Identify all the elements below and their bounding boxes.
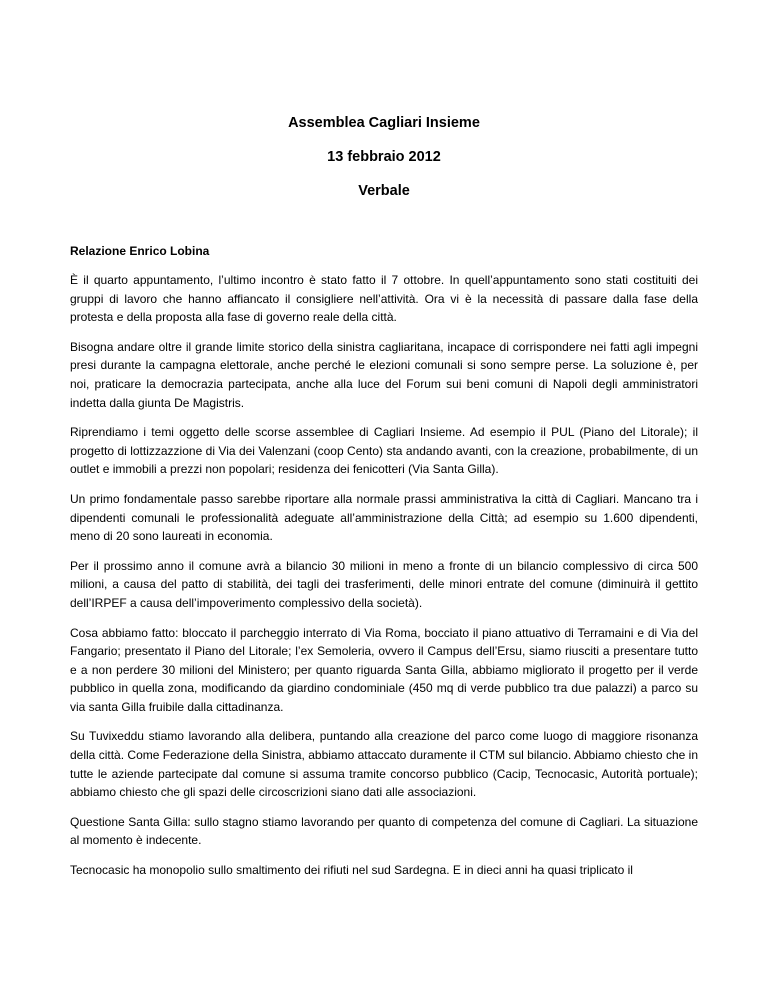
paragraph-2: Bisogna andare oltre il grande limite storico della sinistra cagliaritana, incapace di corrispondere nei fatti agli impegni presi durante la campagna elettorale, anche perché le elezioni comunali si sono sempre perse. La soluzione è, per noi, praticare la democrazia partecipata, anche alla luce del Forum sui beni comuni di Napoli degli amministratori indetta dalla giunta De Magistris. [70, 339, 698, 410]
paragraph-6: Cosa abbiamo fatto: bloccato il parcheggio interrato di Via Roma, bocciato il piano attuativo di Terramaini e di Via del Fangario; presentato il Piano del Litorale; l’ex Semoleria, ovvero il Campus dell’Ersu, siamo riusciti a presentare tutto e a non perdere 30 milioni del Ministero; per quanto riguarda Santa Gilla, abbiamo migliorato il progetto per il verde pubblico in quella zona, modificando da giardino condominiale (450 mq di verde pubblico tra due palazzi) a parco su via santa Gilla fruibile dalla cittadinanza. [70, 625, 698, 714]
paragraph-9: Tecnocasic ha monopolio sullo smaltimento dei rifiuti nel sud Sardegna. E in dieci anni ha quasi triplicato il [70, 863, 633, 878]
document-date: 13 febbraio 2012 [327, 149, 441, 165]
paragraph-4: Un primo fondamentale passo sarebbe riportare alla normale prassi amministrativa la città di Cagliari. Mancano tra i dipendenti comunali le professionalità adeguate all’amministrazione della Città; ad esempio su 1.600 dipendenti, meno di 20 sono laureati in economia. [70, 491, 698, 544]
document-page [70, 0, 698, 891]
document-title: Assemblea Cagliari Insieme [288, 115, 480, 131]
section-heading: Relazione Enrico Lobina [70, 244, 210, 258]
paragraph-5: Per il prossimo anno il comune avrà a bilancio 30 milioni in meno a fronte di un bilancio complessivo di circa 500 milioni, a causa del patto di stabilità, dei tagli dei trasferimenti, delle minori entrate del comune (diminuirà il gettito dell’IRPEF a causa dell’impoverimento complessivo della società). [70, 558, 698, 610]
document-subtitle: Verbale [358, 183, 410, 199]
paragraph-1: È il quarto appuntamento, l’ultimo incontro è stato fatto il 7 ottobre. In quell’appuntamento sono stati costituiti dei gruppi di lavoro che hanno affiancato il consigliere nell’attività. Ora vi è la necessità di passare dalla fase della protesta e della proposta alla fase di governo reale della città. [70, 273, 698, 325]
paragraph-3: Riprendiamo i temi oggetto delle scorse assemblee di Cagliari Insieme. Ad esempio il PUL (Piano del Litorale); il progetto di lottizzazzione di Via dei Valenzani (coop Cento) sta andando avanti, con la creazione, probabilmente, di un outlet e immobili a prezzi non popolari; residenza dei fenicotteri (Via Santa Gilla). [70, 425, 698, 477]
paragraph-8: Questione Santa Gilla: sullo stagno stiamo lavorando per quanto di competenza del comune di Cagliari. La situazione al momento è indecente. [70, 814, 698, 848]
paragraph-7: Su Tuvixeddu stiamo lavorando alla delibera, puntando alla creazione del parco come luogo di maggiore risonanza della città. Come Federazione della Sinistra, abbiamo attaccato duramente il CTM sul bilancio. Abbiamo chiesto che in tutte le aziende partecipate dal comune si assuma tramite concorso pubblico (Cacip, Tecnocasic, Autorità portuale); abbiamo chiesto che gli spazi delle circoscrizioni siano dati alle associazioni. [70, 729, 698, 800]
title-block [70, 114, 698, 200]
